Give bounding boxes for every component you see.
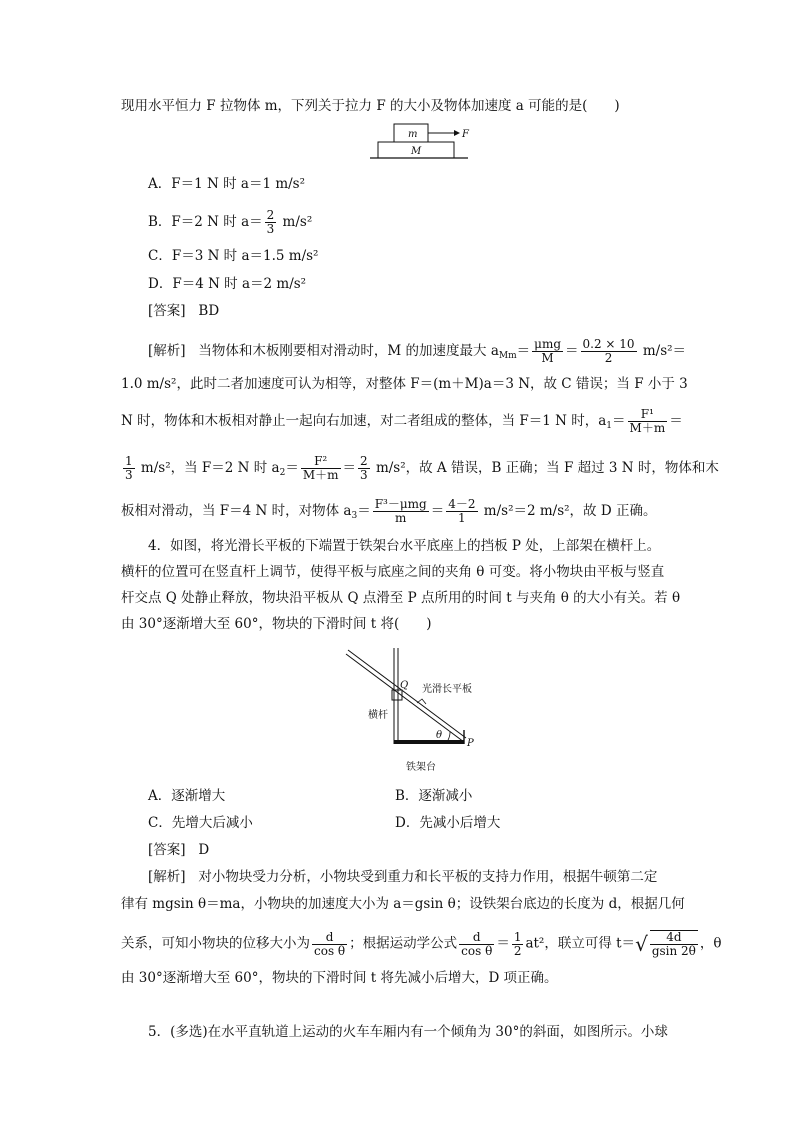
label-stand: 铁架台 [406, 762, 436, 773]
sqrt-expression: √ $\frac{4d}{gsin 2\theta}$ [635, 930, 696, 958]
force-label: F [462, 129, 469, 140]
q4-option-d: D．先减小后增大 [395, 815, 501, 831]
q3-answer: [答案] BD [148, 303, 220, 319]
label-P: P [467, 738, 474, 749]
label-plate: 光滑长平板 [422, 684, 472, 695]
q4-analysis-line3: 关系，可知小物块的位移大小为 $\frac{d}{\text{cos θ}}$ ；根据运动学公式 $\frac{d}{\text{cos θ}}$ ＝ $\frac{1}{2}$ at²，联立可得 t＝√ $\frac{4d}{gsin 2\theta}$ ，θ [121, 929, 722, 958]
q3-analysis-line5: 板相对滑动，当 F＝4 N 时，对物体 $a_3=$ $\frac{\text{F³－μmg}}{m}$ ＝ $\frac{4-2}{1}$ m/s²＝2 m/s²，故 D 正确。 [121, 497, 657, 525]
q4-stem-line4: 由 30°逐渐增大至 60°，物块的下滑时间 t 将( ) [121, 616, 432, 632]
q4-analysis-line2: 律有 mgsin θ＝ma，小物块的加速度大小为 a＝gsin θ；设铁架台底边的长度为 d，根据几何 [121, 896, 685, 912]
q4-answer: [答案] D [148, 842, 210, 858]
q4-option-b: B．逐渐减小 [395, 788, 473, 804]
q3-analysis-line3: N 时，物体和木板相对静止一起向右加速，对二者组成的整体，当 F＝1 N 时，$a_1=$ $\frac{\text{F¹}}{M+m}$ ＝ [121, 407, 683, 435]
q5-stem-line1: 5．(多选)在水平直轨道上运动的火车车厢内有一个倾角为 30°的斜面，如图所示。小球 [148, 1024, 668, 1040]
block-m-label: m [408, 129, 418, 140]
label-Q: Q [400, 680, 409, 691]
q3-option-a: A．F＝1 N 时 a＝1 m/s² [148, 176, 306, 192]
q4-stem-line1: 4．如图，将光滑长平板的下端置于铁架台水平底座上的挡板 P 处，上部架在横杆上。 [148, 538, 661, 554]
q3-analysis-line2: 1.0 m/s²，此时二者加速度可认为相等，对整体 F＝(m＋M)a＝3 N，故 C 错误；当 F 小于 3 [121, 376, 688, 392]
plate-edge-top [346, 654, 464, 742]
force-arrowhead [454, 130, 460, 136]
label-theta: θ [436, 730, 443, 741]
board-M-label: M [411, 146, 422, 157]
q3-analysis-line4: $\frac{1}{3}$ m/s²，当 F＝2 N 时 $a_2=$ $\frac{\text{F²}}{M+m}$ ＝ $\frac{2}{3}$ m/s²，故 A 错误，B 正确；当 F 超过 3 N 时，物体和木 [125, 454, 719, 482]
q4-option-a: A．逐渐增大 [148, 788, 226, 804]
q4-analysis-line4: 由 30°逐渐增大至 60°，物块的下滑时间 t 将先减小后增大，D 项正确。 [121, 970, 558, 986]
label-bar: 横杆 [368, 710, 388, 721]
q3-analysis-line1: [解析] 当物体和木板刚要相对滑动时，M 的加速度最大 $a_{Mm}=$ $\frac{\text{μmg}}{M}$ ＝ $\frac{0.2 \times 10}{2}$ m/s²＝ [148, 337, 687, 365]
theta-arc [448, 732, 450, 740]
q4-analysis-line1: [解析] 对小物块受力分析，小物块受到重力和长平板的支持力作用，根据牛顿第二定 [148, 869, 658, 885]
block-board-figure [370, 118, 490, 160]
right-angle-marker [417, 699, 426, 704]
q3-stem: 现用水平恒力 F 拉物体 m，下列关于拉力 F 的大小及物体加速度 a 可能的是( ) [121, 98, 620, 114]
q4-stem-line2: 横杆的位置可在竖直杆上调节，使得平板与底座之间的夹角 θ 可变。将小物块由平板与竖直 [121, 564, 665, 580]
q3-option-d: D．F＝4 N 时 a＝2 m/s² [148, 276, 307, 292]
q3-option-b: B．F＝2 N 时 a＝ $\frac{2}{3}$ m/s² [148, 208, 313, 236]
stand-base [394, 740, 464, 744]
incline-stand-figure [340, 646, 500, 778]
q4-option-c: C．先增大后减小 [148, 815, 253, 831]
q4-stem-line3: 杆交点 Q 处静止释放，物块沿平板从 Q 点滑至 P 点所用的时间 t 与夹角 θ 的大小有关。若 θ [121, 590, 681, 606]
q3-option-c: C．F＝3 N 时 a＝1.5 m/s² [148, 248, 319, 264]
